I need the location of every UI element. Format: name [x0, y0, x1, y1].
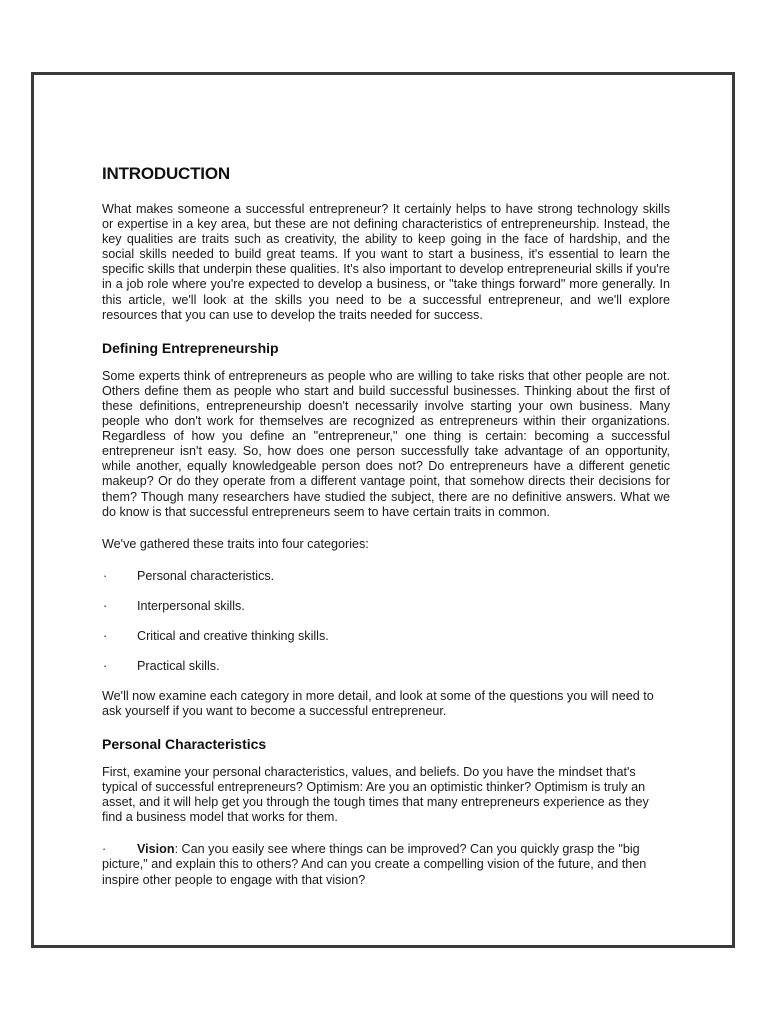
list-item	[102, 629, 670, 644]
document-content	[102, 164, 670, 888]
list-item-text: Critical and creative thinking skills.	[137, 628, 329, 643]
traits-intro: We've gathered these traits into four categories:	[102, 536, 369, 551]
section-heading-defining: Defining Entrepreneurship	[102, 339, 279, 356]
section-heading-personal: Personal Characteristics	[102, 735, 267, 752]
personal-paragraph: First, examine your personal characteristics, values, and beliefs. Do you have the mindset that's typical of successful entrepreneurs? Optimism: Are you an optimistic thinker? Optimism is truly an asset, and it will help get you through the tough times that many entrepreneurs experience as they find a business model that works for them.	[102, 764, 649, 825]
vision-label: Vision	[137, 842, 175, 857]
intro-paragraph: What makes someone a successful entrepreneur? It certainly helps to have strong technology skills or expertise in a key area, but these are not defining characteristics of entrepreneurship. Instead, the key qualities are traits such as creativity, the ability to keep going in the face of hardship, and the social skills needed to build great teams. If you want to start a business, it's essential to learn the specific skills that underpin these qualities. It's also important to develop entrepreneurial skills if you're in a job role where you're expected to develop a business, or "take things forward" more generally. In this article, we'll look at the skills you need to be a successful entrepreneur, and we'll explore resources that you can use to develop the traits needed for success.	[102, 202, 670, 322]
bullet-icon: ·	[102, 842, 107, 857]
defining-paragraph: Some experts think of entrepreneurs as people who are willing to take risks that other people are not. Others define them as people who start and build successful businesses. Thinking about the first of these definitions, entrepreneurship doesn't necessarily involve starting your own business. Many people who don't work for themselves are recognized as entrepreneurs within their organizations. Regardless of how you define an "entrepreneur," one thing is certain: becoming a successful entrepreneur isn't easy. So, how does one person successfully take advantage of an opportunity, while another, equally knowledgeable person does not? Do entrepreneurs have a different genetic makeup? Or do they operate from a different vantage point, that somehow directs their decisions for them? Though many researchers have studied the subject, there are no definitive answers. What we do know is that successful entrepreneurs seem to have certain traits in common.	[102, 368, 670, 519]
list-item	[102, 659, 670, 674]
section-closing: We'll now examine each category in more detail, and look at some of the questions you will need to ask yourself if you want to become a successful entrepreneur.	[102, 688, 654, 718]
bullet-icon: ·	[103, 598, 108, 613]
list-item-text: Personal characteristics.	[137, 568, 275, 583]
vision-item	[102, 842, 670, 887]
list-item-text: Interpersonal skills.	[137, 598, 245, 613]
vision-text: : Can you easily see where things can be improved? Can you quickly grasp the "big picture," and explain this to others? And can you create a compelling vision of the future, and then inspire other people to engage with that vision?	[102, 842, 647, 887]
list-item-text: Practical skills.	[137, 658, 220, 673]
list-item	[102, 599, 670, 614]
bullet-icon: ·	[103, 628, 108, 643]
list-item	[102, 569, 670, 584]
bullet-icon: ·	[103, 658, 108, 673]
categories-list	[102, 569, 670, 674]
page-title: INTRODUCTION	[102, 164, 230, 183]
bullet-icon: ·	[103, 568, 108, 583]
